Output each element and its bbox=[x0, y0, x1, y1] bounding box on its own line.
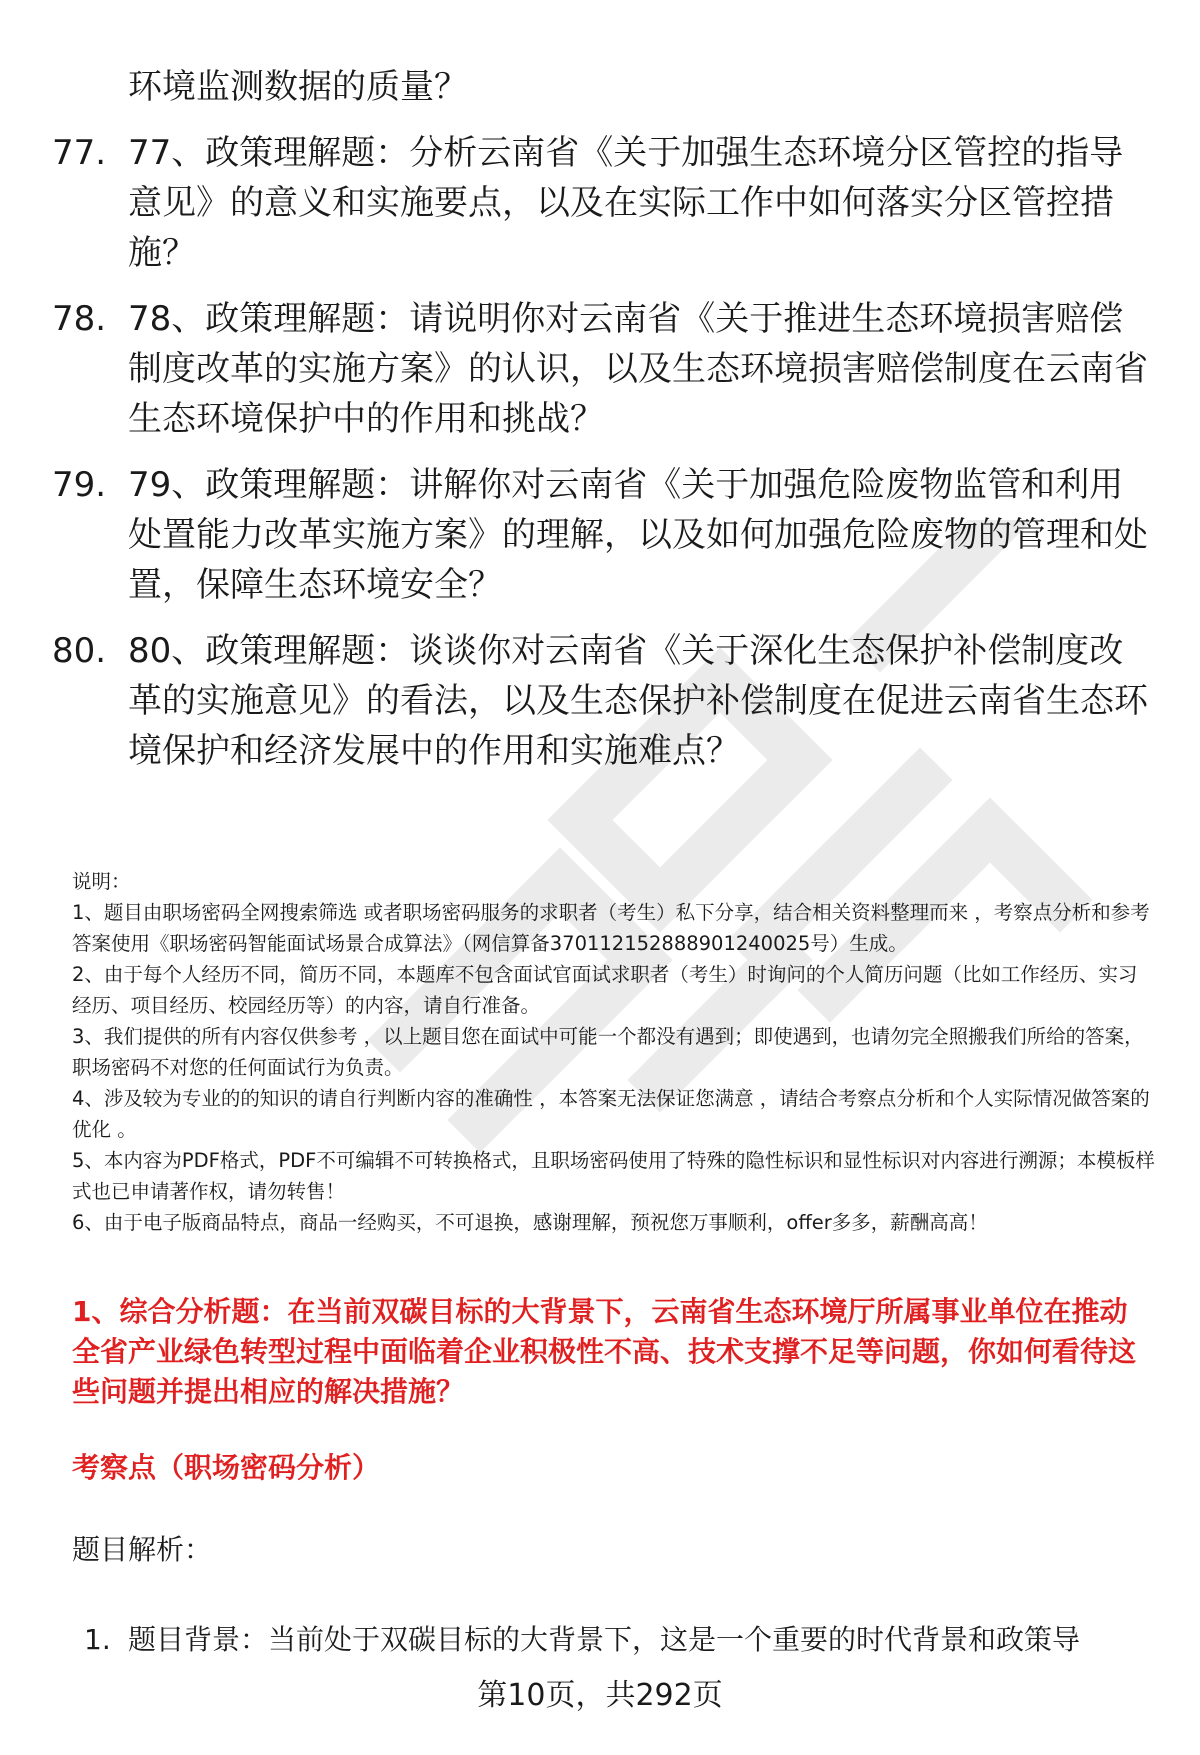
notes-heading: 说明： bbox=[72, 870, 131, 893]
note-item: 5、本内容为PDF格式，PDF不可编辑不可转换格式，且职场密码使用了特殊的隐性标识和显性标识对内容进行溯源；本模板样式也已申请著作权，请勿转售！ bbox=[72, 1149, 1155, 1203]
disclaimer-notes bbox=[72, 866, 1156, 1238]
question-text: 78、政策理解题：请说明你对云南省《关于推进生态环境损害赔偿制度改革的实施方案》的认识，以及生态环境损害赔偿制度在云南省生态环境保护中的作用和挑战？ bbox=[128, 299, 1148, 439]
question-number: 79. bbox=[52, 465, 107, 505]
note-item: 2、由于每个人经历不同，简历不同，本题库不包含面试官面试求职者（考生）时询问的个人简历问题（比如工作经历、实习经历、项目经历、校园经历等）的内容，请自行准备。 bbox=[72, 963, 1138, 1017]
analysis-heading: 考察点（职场密码分析） bbox=[72, 1451, 381, 1484]
question-number: 78. bbox=[52, 299, 107, 339]
question-number: 77. bbox=[52, 133, 107, 173]
question-text: 80、政策理解题：谈谈你对云南省《关于深化生态保护补偿制度改革的实施意见》的看法，以及生态保护补偿制度在促进云南省生态环境保护和经济发展中的作用和实施难点？ bbox=[128, 631, 1148, 771]
continuation-text: 环境监测数据的质量？ bbox=[128, 67, 468, 107]
featured-question: 1、综合分析题：在当前双碳目标的大背景下，云南省生态环境厅所属事业单位在推动全省产业绿色转型过程中面临着企业积极性不高、技术支撑不足等问题，你如何看待这些问题并提出相应的解决措施？ bbox=[72, 1295, 1137, 1408]
note-item: 3、我们提供的所有内容仅供参考 ，以上题目您在面试中可能一个都没有遇到；即使遇到，也请勿完全照搬我们所给的答案，职场密码不对您的任何面试行为负责。 bbox=[72, 1025, 1144, 1079]
note-item: 1、题目由职场密码全网搜索筛选 或者职场密码服务的求职者（考生）私下分享，结合相关资料整理而来 ，考察点分析和参考答案使用《职场密码智能面试场景合成算法》（网信算备370112152888901240025号）生成。 bbox=[72, 901, 1150, 955]
note-item: 6、由于电子版商品特点，商品一经购买，不可退换，感谢理解，预祝您万事顺利，offer多多，薪酬高高！ bbox=[72, 1211, 988, 1234]
question-item bbox=[52, 128, 1148, 278]
question-text: 77、政策理解题：分析云南省《关于加强生态环境分区管控的指导意见》的意义和实施要点，以及在实际工作中如何落实分区管控措施？ bbox=[128, 133, 1124, 273]
question-item bbox=[52, 294, 1148, 444]
list-item bbox=[84, 1620, 1154, 1660]
question-number: 80. bbox=[52, 631, 107, 671]
question-item bbox=[52, 626, 1148, 776]
list-item-text: 题目背景：当前处于双碳目标的大背景下，这是一个重要的时代背景和政策导 bbox=[128, 1623, 1081, 1656]
page-footer: 第10页，共292页 bbox=[477, 1678, 723, 1713]
question-text: 79、政策理解题：讲解你对云南省《关于加强危险废物监管和利用处置能力改革实施方案》的理解，以及如何加强危险废物的管理和处置，保障生态环境安全？ bbox=[128, 465, 1148, 605]
list-item-number: 1. bbox=[84, 1623, 111, 1656]
question-item bbox=[52, 460, 1148, 610]
note-item: 4、涉及较为专业的的知识的请自行判断内容的准确性 ，本答案无法保证您满意 ，请结合考察点分析和个人实际情况做答案的优化 。 bbox=[72, 1087, 1150, 1141]
sub-heading: 题目解析： bbox=[72, 1533, 213, 1566]
